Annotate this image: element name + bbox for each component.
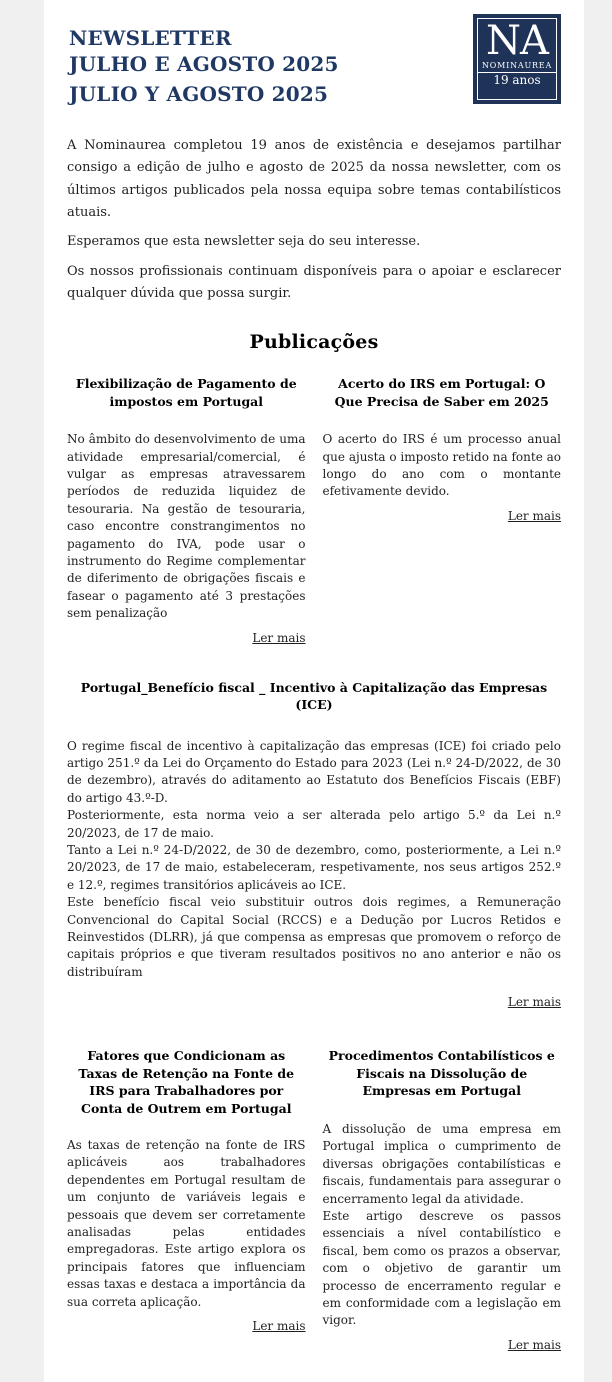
newsletter-title-block xyxy=(67,14,339,108)
article-card-retencao-fonte xyxy=(67,1047,306,1352)
read-more-link[interactable]: Ler mais xyxy=(507,995,561,1010)
publications-heading: Publicações xyxy=(249,331,379,354)
article-summary: Tanto a Lei n.º 24-D/2022, de 30 de dezembro, como, posteriormente, a Lei n.º 20/2023, de 17 de maio, estabeleceram, respetivamente, nos seus artigos 252.º e 12.º, regimes transitórios aplicáveis ao ICE. xyxy=(67,842,561,892)
header xyxy=(67,14,561,108)
logo-company-name: NOMINAUREA xyxy=(481,61,553,70)
article-title: Flexibilização de Pagamento de impostos em Portugal xyxy=(75,376,297,409)
logo-anniversary: 19 anos xyxy=(493,73,541,87)
article-card-ice xyxy=(67,679,561,1009)
article-summary: No âmbito do desenvolvimento de uma atividade empresarial/comercial, é vulgar as empresas atravessarem períodos de reduzida liquidez de tesouraria. Na gestão de tesouraria, caso encontre constrangimentos no pagamento do IVA, pode usar o instrumento do Regime complementar de diferimento de obrigações fiscais e fasear o pagamento até 3 prestações sem penalização xyxy=(67,432,306,621)
nominaurea-logo xyxy=(473,14,561,104)
newsletter-page xyxy=(44,0,584,1382)
article-title: Portugal_Benefício fiscal _ Incentivo à Capitalização das Empresas (ICE) xyxy=(80,679,548,713)
article-card-acerto-irs xyxy=(323,375,562,644)
intro-section xyxy=(67,135,561,306)
read-more-link[interactable]: Ler mais xyxy=(252,1318,306,1333)
article-card-dissolucao xyxy=(323,1047,562,1352)
article-summary: O regime fiscal de incentivo à capitalização das empresas (ICE) foi criado pelo artigo 251.º da Lei do Orçamento do Estado para 2023 (Lei n.º 24-D/2022, de 30 de dezembro), através do aditamento ao Estatuto dos Benefícios Fiscais (EBF) do artigo 43.º-D. xyxy=(67,738,561,805)
article-summary: O acerto do IRS é um processo anual que ajusta o imposto retido na fonte ao longo do ano com o montante efetivamente devido. xyxy=(322,432,561,499)
article-summary: A dissolução de uma empresa em Portugal implica o cumprimento de diversas obrigações contabilísticas e fiscais, fundamentais para assegurar o encerramento legal da atividade. xyxy=(322,1122,561,1206)
nominaurea-logo-frame xyxy=(477,18,557,100)
logo-initials: NA xyxy=(486,18,548,64)
read-more-link[interactable]: Ler mais xyxy=(507,1337,561,1352)
read-more-link[interactable]: Ler mais xyxy=(507,508,561,523)
read-more-link[interactable]: Ler mais xyxy=(252,630,306,645)
article-summary: As taxas de retenção na fonte de IRS aplicáveis aos trabalhadores dependentes em Portugal resultam de um conjunto de variáveis legais e pessoais que devem ser corretamente analisadas pelas entidades empregadoras. Este artigo explora os principais fatores que influenciam essas taxas e destaca a importância da sua correta aplicação. xyxy=(67,1138,306,1309)
articles-row-1 xyxy=(67,375,561,644)
article-summary: Este benefício fiscal veio substituir outros dois regimes, a Remuneração Convencional do Capital Social (RCCS) e a Dedução por Lucros Retidos e Reinvestidos (DLRR), já que compensa as empresas que promovem o reforço de capitais próprios e que tiveram resultados positivos no ano anterior e não os distribuíram xyxy=(67,895,561,979)
articles-row-2 xyxy=(67,1047,561,1352)
newsletter-title-line-3: JULIO Y AGOSTO 2025 xyxy=(69,82,329,107)
intro-paragraph: Os nossos profissionais continuam disponíveis para o apoiar e esclarecer qualquer dúvida que possa surgir. xyxy=(67,263,561,301)
article-title: Procedimentos Contabilísticos e Fiscais na Dissolução de Empresas em Portugal xyxy=(328,1048,555,1099)
article-summary: Este artigo descreve os passos essenciais a nível contabilístico e fiscal, bem como os prazos a observar, com o objetivo de garantir um processo de encerramento regular e em conformidade com a legislação em vigor. xyxy=(322,1209,561,1328)
intro-paragraph: Esperamos que esta newsletter seja do seu interesse. xyxy=(67,234,421,250)
article-card-flexibilizacao xyxy=(67,375,306,644)
article-summary: Posteriormente, esta norma veio a ser alterada pelo artigo 5.º da Lei n.º 20/2023, de 17 de maio. xyxy=(67,808,561,840)
intro-paragraph: A Nominaurea completou 19 anos de existência e desejamos partilhar consigo a edição de julho e agosto de 2025 da nossa newsletter, com os últimos artigos publicados pela nossa equipa sobre temas contabilísticos atuais. xyxy=(67,137,561,220)
newsletter-title-line-2: JULHO E AGOSTO 2025 xyxy=(69,51,339,76)
article-title: Fatores que Condicionam as Taxas de Retenção na Fonte de IRS para Trabalhadores por Conta de Outrem em Portugal xyxy=(78,1048,295,1116)
article-title: Acerto do IRS em Portugal: O Que Precisa de Saber em 2025 xyxy=(334,376,549,409)
newsletter-title-line-1: NEWSLETTER xyxy=(69,26,232,50)
